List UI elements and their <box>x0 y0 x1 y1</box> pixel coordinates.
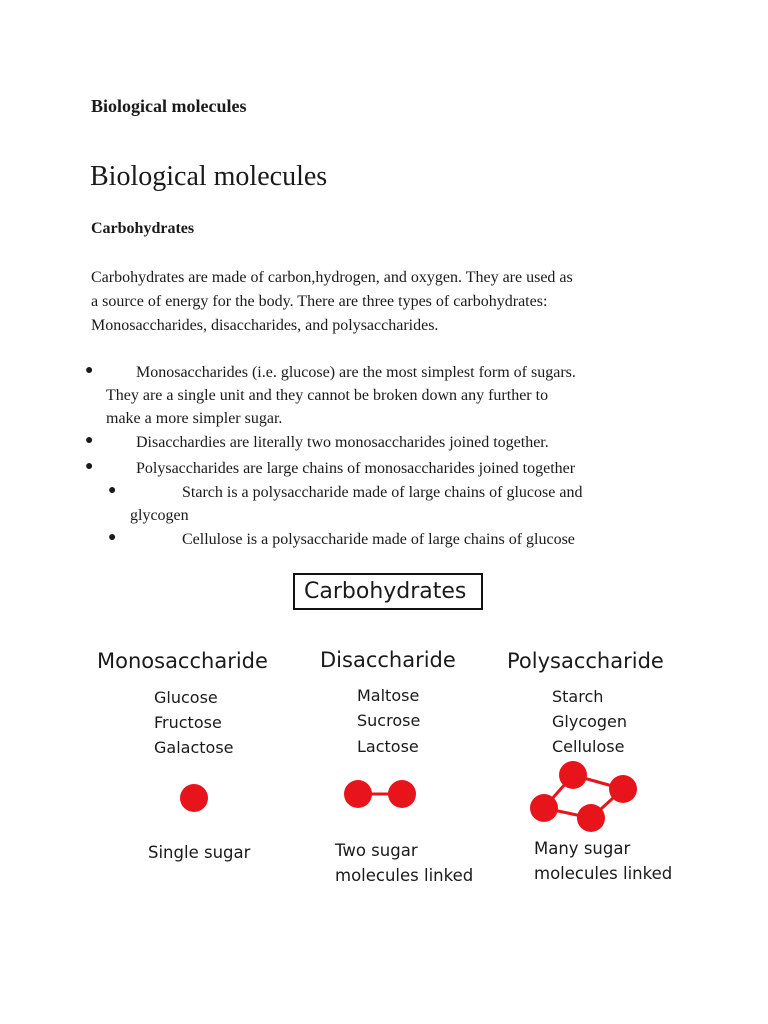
bullet-text: Polysaccharides are large chains of monosaccharides joined together <box>136 460 576 477</box>
diagram-title-box: Carbohydrates <box>293 573 483 610</box>
many-sugar-molecule-icon <box>520 755 650 840</box>
bullet-text: Monosaccharides (i.e. glucose) are the most simplest form of sugars. <box>136 364 576 381</box>
sugar-unit <box>388 780 416 808</box>
caption-line: molecules linked <box>335 866 474 885</box>
caption-line: Single sugar <box>148 843 251 862</box>
example-item: Lactose <box>357 737 419 756</box>
intro-line: Carbohydrates are made of carbon,hydrogen, and oxygen. They are used as <box>91 269 573 286</box>
intro-paragraph <box>91 266 711 338</box>
sugar-unit <box>559 761 587 789</box>
section-heading: Carbohydrates <box>91 220 195 237</box>
sugar-unit <box>344 780 372 808</box>
sub-bullet-text: Starch is a polysaccharide made of large chains of glucose and <box>182 484 583 501</box>
example-item: Cellulose <box>552 737 625 756</box>
column-title-disaccharide: Disaccharide <box>320 648 456 672</box>
caption-line: Two sugar <box>335 841 418 860</box>
sub-bullet-icon: ● <box>108 483 117 498</box>
example-item: Fructose <box>154 713 222 732</box>
sugar-unit <box>577 804 605 832</box>
document-header-title: Biological molecules <box>91 96 247 116</box>
sub-bullet-icon: ● <box>108 530 117 545</box>
example-item: Galactose <box>154 738 234 757</box>
caption-line: molecules linked <box>534 864 673 883</box>
caption-line: Many sugar <box>534 839 631 858</box>
example-item: Maltose <box>357 686 420 705</box>
example-item: Sucrose <box>357 711 421 730</box>
sugar-unit <box>180 784 208 812</box>
column-title-polysaccharide: Polysaccharide <box>507 649 664 673</box>
sub-bullet-text: Cellulose is a polysaccharide made of large chains of glucose <box>182 531 575 548</box>
two-sugar-molecule-icon <box>335 775 425 815</box>
carbohydrates-diagram <box>0 560 768 900</box>
sub-bullet-text-cont: glycogen <box>130 507 189 524</box>
bullet-icon: ● <box>85 459 94 474</box>
bullet-text: Disacchardies are literally two monosaccharides joined together. <box>136 434 549 451</box>
bullet-text-cont: They are a single unit and they cannot be broken down any further to <box>106 387 549 404</box>
bullet-icon: ● <box>85 433 94 448</box>
bullet-text-cont: make a more simpler sugar. <box>106 410 283 427</box>
bullet-icon: ● <box>85 363 94 378</box>
intro-line: a source of energy for the body. There are three types of carbohydrates: <box>91 293 548 310</box>
example-item: Glycogen <box>552 712 628 731</box>
column-title-monosaccharide: Monosaccharide <box>97 649 268 673</box>
sugar-unit <box>609 775 637 803</box>
intro-line: Monosaccharides, disaccharides, and polysaccharides. <box>91 317 439 334</box>
page-title: Biological molecules <box>90 161 328 192</box>
example-item: Starch <box>552 687 604 706</box>
single-sugar-molecule-icon <box>170 782 220 832</box>
sugar-unit <box>530 794 558 822</box>
example-item: Glucose <box>154 688 218 707</box>
